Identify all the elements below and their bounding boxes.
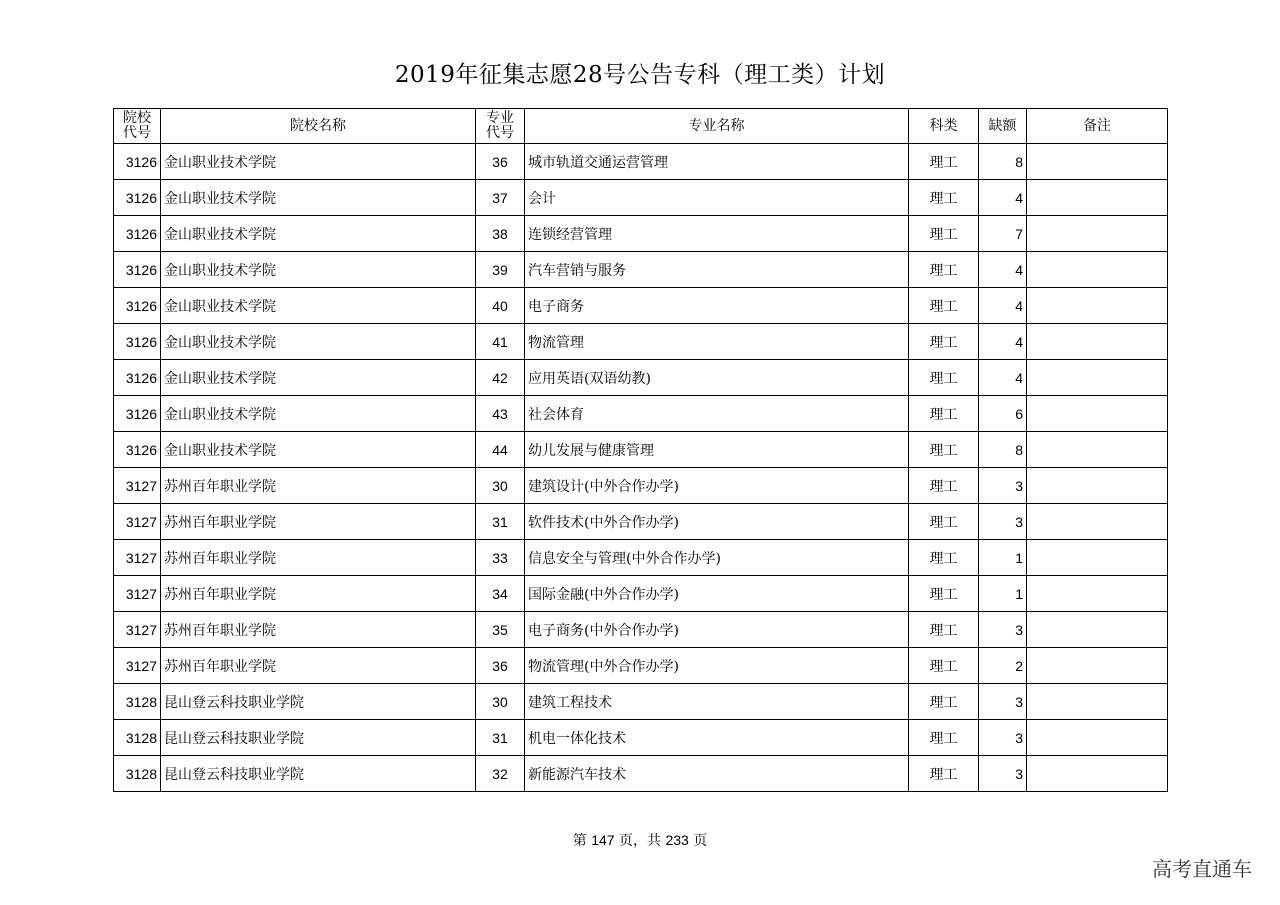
header-quota: 缺额 bbox=[979, 109, 1027, 144]
cell-category: 理工 bbox=[909, 576, 979, 612]
cell-major-name: 物流管理(中外合作办学) bbox=[525, 648, 909, 684]
cell-quota: 4 bbox=[979, 288, 1027, 324]
cell-category: 理工 bbox=[909, 756, 979, 792]
cell-note bbox=[1027, 324, 1168, 360]
cell-school-name: 金山职业技术学院 bbox=[161, 324, 476, 360]
table-row bbox=[114, 360, 1168, 396]
cell-major-name: 软件技术(中外合作办学) bbox=[525, 504, 909, 540]
cell-category: 理工 bbox=[909, 720, 979, 756]
cell-major-name: 机电一体化技术 bbox=[525, 720, 909, 756]
cell-major-code: 37 bbox=[476, 180, 525, 216]
table-row bbox=[114, 324, 1168, 360]
cell-quota: 4 bbox=[979, 324, 1027, 360]
cell-major-name: 汽车营销与服务 bbox=[525, 252, 909, 288]
cell-quota: 8 bbox=[979, 144, 1027, 180]
header-row bbox=[114, 109, 1168, 144]
table-row bbox=[114, 468, 1168, 504]
plan-table bbox=[113, 108, 1168, 792]
cell-major-name: 会计 bbox=[525, 180, 909, 216]
cell-major-name: 信息安全与管理(中外合作办学) bbox=[525, 540, 909, 576]
cell-category: 理工 bbox=[909, 360, 979, 396]
cell-note bbox=[1027, 504, 1168, 540]
cell-quota: 1 bbox=[979, 576, 1027, 612]
page-total: 233 bbox=[665, 832, 689, 848]
cell-school-code: 3126 bbox=[114, 216, 161, 252]
table-body bbox=[114, 144, 1168, 792]
header-major-name: 专业名称 bbox=[525, 109, 909, 144]
table-row bbox=[114, 180, 1168, 216]
cell-quota: 3 bbox=[979, 720, 1027, 756]
table-row bbox=[114, 684, 1168, 720]
cell-note bbox=[1027, 684, 1168, 720]
cell-note bbox=[1027, 648, 1168, 684]
cell-school-name: 苏州百年职业学院 bbox=[161, 504, 476, 540]
table-row bbox=[114, 252, 1168, 288]
cell-major-code: 32 bbox=[476, 756, 525, 792]
table-row bbox=[114, 396, 1168, 432]
cell-school-code: 3127 bbox=[114, 612, 161, 648]
cell-school-name: 金山职业技术学院 bbox=[161, 288, 476, 324]
cell-school-code: 3126 bbox=[114, 252, 161, 288]
cell-major-name: 城市轨道交通运营管理 bbox=[525, 144, 909, 180]
table-row bbox=[114, 432, 1168, 468]
cell-note bbox=[1027, 576, 1168, 612]
cell-school-code: 3126 bbox=[114, 180, 161, 216]
table-row bbox=[114, 144, 1168, 180]
cell-major-code: 41 bbox=[476, 324, 525, 360]
cell-quota: 3 bbox=[979, 612, 1027, 648]
cell-category: 理工 bbox=[909, 468, 979, 504]
cell-school-code: 3128 bbox=[114, 684, 161, 720]
cell-school-name: 金山职业技术学院 bbox=[161, 432, 476, 468]
cell-major-code: 40 bbox=[476, 288, 525, 324]
cell-major-code: 39 bbox=[476, 252, 525, 288]
header-major-code: 专业 代号 bbox=[476, 109, 525, 144]
cell-major-code: 35 bbox=[476, 612, 525, 648]
cell-major-name: 连锁经营管理 bbox=[525, 216, 909, 252]
cell-quota: 3 bbox=[979, 468, 1027, 504]
cell-quota: 3 bbox=[979, 684, 1027, 720]
cell-category: 理工 bbox=[909, 504, 979, 540]
table-row bbox=[114, 756, 1168, 792]
cell-school-code: 3127 bbox=[114, 504, 161, 540]
cell-school-code: 3126 bbox=[114, 324, 161, 360]
cell-category: 理工 bbox=[909, 288, 979, 324]
table-row bbox=[114, 216, 1168, 252]
header-school-code: 院校 代号 bbox=[114, 109, 161, 144]
page-footer: 第 147 页，共 233 页 bbox=[572, 832, 708, 849]
cell-school-code: 3126 bbox=[114, 432, 161, 468]
cell-major-code: 34 bbox=[476, 576, 525, 612]
cell-quota: 8 bbox=[979, 432, 1027, 468]
cell-school-name: 金山职业技术学院 bbox=[161, 360, 476, 396]
watermark: 高考直通车 bbox=[1152, 857, 1252, 881]
cell-major-name: 社会体育 bbox=[525, 396, 909, 432]
cell-note bbox=[1027, 252, 1168, 288]
cell-quota: 3 bbox=[979, 504, 1027, 540]
cell-major-code: 30 bbox=[476, 684, 525, 720]
cell-school-name: 昆山登云科技职业学院 bbox=[161, 756, 476, 792]
cell-category: 理工 bbox=[909, 252, 979, 288]
cell-note bbox=[1027, 612, 1168, 648]
cell-category: 理工 bbox=[909, 612, 979, 648]
cell-note bbox=[1027, 180, 1168, 216]
cell-major-code: 43 bbox=[476, 396, 525, 432]
cell-category: 理工 bbox=[909, 144, 979, 180]
cell-major-code: 31 bbox=[476, 504, 525, 540]
cell-category: 理工 bbox=[909, 540, 979, 576]
cell-note bbox=[1027, 432, 1168, 468]
cell-school-code: 3126 bbox=[114, 144, 161, 180]
cell-major-name: 电子商务 bbox=[525, 288, 909, 324]
cell-school-code: 3127 bbox=[114, 576, 161, 612]
cell-major-code: 36 bbox=[476, 648, 525, 684]
table-row bbox=[114, 720, 1168, 756]
page-number: 147 bbox=[591, 832, 615, 848]
cell-quota: 1 bbox=[979, 540, 1027, 576]
cell-school-code: 3127 bbox=[114, 648, 161, 684]
cell-school-code: 3126 bbox=[114, 360, 161, 396]
cell-school-code: 3127 bbox=[114, 540, 161, 576]
cell-quota: 4 bbox=[979, 360, 1027, 396]
cell-major-name: 国际金融(中外合作办学) bbox=[525, 576, 909, 612]
cell-quota: 7 bbox=[979, 216, 1027, 252]
cell-major-code: 42 bbox=[476, 360, 525, 396]
header-category: 科类 bbox=[909, 109, 979, 144]
cell-school-code: 3128 bbox=[114, 756, 161, 792]
cell-school-name: 苏州百年职业学院 bbox=[161, 540, 476, 576]
cell-major-code: 33 bbox=[476, 540, 525, 576]
cell-school-name: 金山职业技术学院 bbox=[161, 144, 476, 180]
cell-note bbox=[1027, 360, 1168, 396]
cell-category: 理工 bbox=[909, 396, 979, 432]
cell-school-name: 苏州百年职业学院 bbox=[161, 612, 476, 648]
cell-school-name: 金山职业技术学院 bbox=[161, 396, 476, 432]
cell-major-name: 电子商务(中外合作办学) bbox=[525, 612, 909, 648]
cell-major-name: 建筑工程技术 bbox=[525, 684, 909, 720]
cell-quota: 2 bbox=[979, 648, 1027, 684]
cell-category: 理工 bbox=[909, 216, 979, 252]
cell-school-name: 苏州百年职业学院 bbox=[161, 576, 476, 612]
table-row bbox=[114, 540, 1168, 576]
cell-major-code: 31 bbox=[476, 720, 525, 756]
cell-major-name: 建筑设计(中外合作办学) bbox=[525, 468, 909, 504]
cell-category: 理工 bbox=[909, 648, 979, 684]
table-row bbox=[114, 504, 1168, 540]
cell-note bbox=[1027, 720, 1168, 756]
cell-quota: 6 bbox=[979, 396, 1027, 432]
cell-quota: 4 bbox=[979, 252, 1027, 288]
cell-note bbox=[1027, 288, 1168, 324]
cell-school-code: 3126 bbox=[114, 396, 161, 432]
cell-note bbox=[1027, 216, 1168, 252]
cell-major-name: 应用英语(双语幼教) bbox=[525, 360, 909, 396]
cell-school-name: 金山职业技术学院 bbox=[161, 216, 476, 252]
cell-major-code: 30 bbox=[476, 468, 525, 504]
cell-school-name: 金山职业技术学院 bbox=[161, 252, 476, 288]
table-row bbox=[114, 648, 1168, 684]
cell-note bbox=[1027, 468, 1168, 504]
cell-major-name: 幼儿发展与健康管理 bbox=[525, 432, 909, 468]
cell-school-code: 3126 bbox=[114, 288, 161, 324]
cell-school-name: 昆山登云科技职业学院 bbox=[161, 684, 476, 720]
header-note: 备注 bbox=[1027, 109, 1168, 144]
cell-major-code: 36 bbox=[476, 144, 525, 180]
cell-quota: 4 bbox=[979, 180, 1027, 216]
cell-category: 理工 bbox=[909, 432, 979, 468]
cell-quota: 3 bbox=[979, 756, 1027, 792]
table-row bbox=[114, 612, 1168, 648]
cell-category: 理工 bbox=[909, 180, 979, 216]
cell-note bbox=[1027, 144, 1168, 180]
table-row bbox=[114, 576, 1168, 612]
cell-note bbox=[1027, 756, 1168, 792]
cell-category: 理工 bbox=[909, 324, 979, 360]
cell-major-name: 新能源汽车技术 bbox=[525, 756, 909, 792]
cell-major-name: 物流管理 bbox=[525, 324, 909, 360]
cell-school-name: 金山职业技术学院 bbox=[161, 180, 476, 216]
cell-note bbox=[1027, 540, 1168, 576]
table-row bbox=[114, 288, 1168, 324]
cell-major-code: 44 bbox=[476, 432, 525, 468]
cell-category: 理工 bbox=[909, 684, 979, 720]
cell-school-code: 3128 bbox=[114, 720, 161, 756]
page-title: 2019年征集志愿28号公告专科（理工类）计划 bbox=[394, 62, 886, 88]
header-school-name: 院校名称 bbox=[161, 109, 476, 144]
cell-school-name: 苏州百年职业学院 bbox=[161, 648, 476, 684]
cell-major-code: 38 bbox=[476, 216, 525, 252]
cell-school-name: 昆山登云科技职业学院 bbox=[161, 720, 476, 756]
cell-school-name: 苏州百年职业学院 bbox=[161, 468, 476, 504]
cell-school-code: 3127 bbox=[114, 468, 161, 504]
cell-note bbox=[1027, 396, 1168, 432]
